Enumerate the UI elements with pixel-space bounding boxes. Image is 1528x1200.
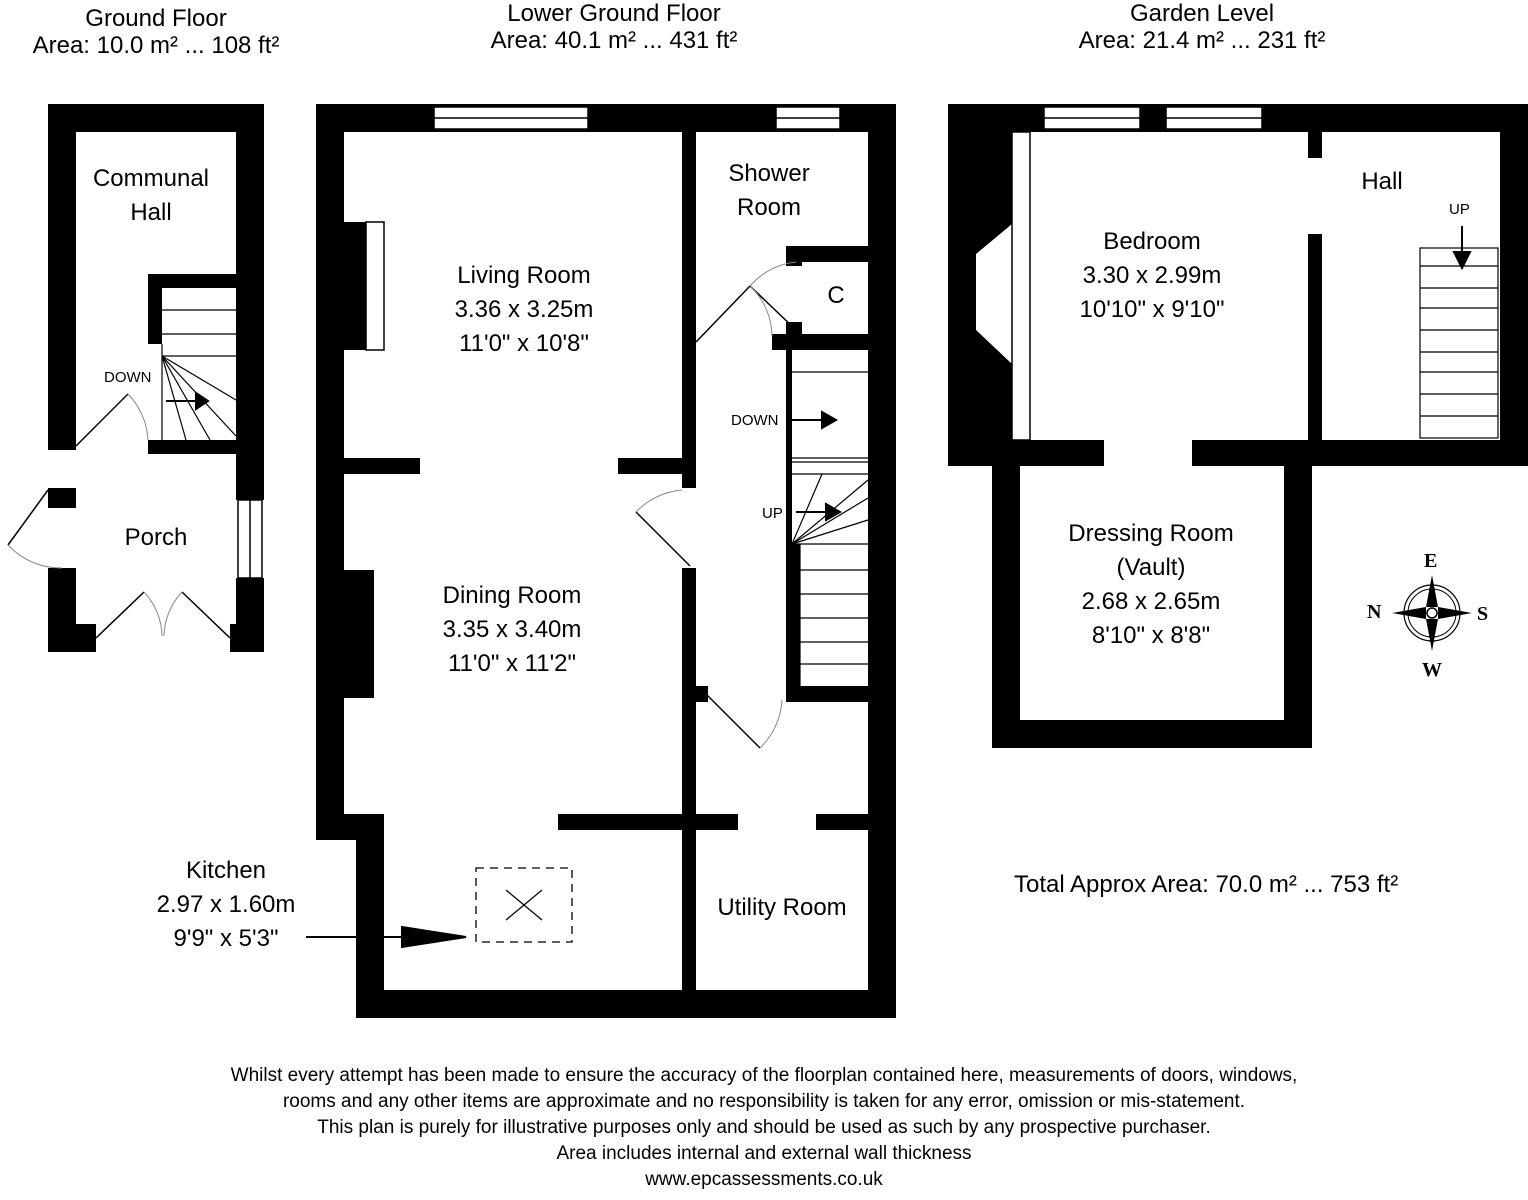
lower-ground-floor-plan [316,104,896,1018]
door [636,490,690,566]
stairs [1420,248,1498,438]
wall [1500,104,1528,466]
wall [948,440,1104,466]
floor-name: Ground Floor [85,5,227,32]
utility-room-label: Utility Room [717,894,847,921]
living-room-label: Living Room 3.36 x 3.25m 11'0" x 10'8" [454,262,594,357]
lower-ground-floor-title [464,0,764,54]
skylight [476,868,572,942]
door [76,394,148,446]
wall [344,458,420,474]
floor-area: Area: 40.1 m² ... 431 ft² [490,27,738,54]
wall [48,104,264,132]
dining-room-label: Dining Room 3.35 x 3.40m 11'0" x 11'2" [442,582,582,677]
total-area: Total Approx Area: 70.0 m² ... 753 ft² [1014,871,1399,898]
wall [316,104,344,840]
garden-level-title [1052,0,1352,54]
compass-south-label: S [1477,603,1489,625]
wall [48,488,76,508]
door [696,262,796,342]
disclaimer-line: Whilst every attempt has been made to ensure the accuracy of the floorplan contained here, measurements of doors, windows, [230,1065,1298,1086]
wall [148,274,162,344]
website-link[interactable]: www.epcassessments.co.uk [645,1169,883,1190]
lower-stairs-up-label: UP [762,505,783,522]
ground-floor-title [10,5,302,59]
lower-stairs-down-label: DOWN [731,412,779,429]
floor-name: Garden Level [1129,0,1275,27]
floor-area: Area: 10.0 m² ... 108 ft² [32,32,280,59]
wall [356,814,384,1018]
stair-arrow [792,412,840,520]
wall [356,990,896,1018]
compass-east-label: E [1424,550,1438,572]
wall [1284,440,1312,748]
communal-hall-label: Communal Hall [92,165,210,226]
stair-arrow [1454,226,1470,268]
door [704,692,782,748]
compass-rose [1392,575,1472,651]
hall-label: Hall [1361,168,1403,195]
disclaimer-line: rooms and any other items are approximate and no responsibility is taken for any error, omission or mis-statement. [282,1091,1246,1112]
bedroom-label: Bedroom 3.30 x 2.99m 10'10" x 9'10" [1079,228,1225,323]
ground-stairs-down-label: DOWN [104,369,152,386]
fireplace-hearth [1012,132,1030,440]
wall [1308,132,1322,158]
compass-west-label: W [1422,659,1442,681]
wall [786,544,800,686]
wall [48,624,96,652]
wall [558,814,738,830]
wall [816,814,868,830]
chimney-breast [344,570,374,698]
wall [868,104,896,1018]
wall [786,686,868,702]
wall [618,458,682,474]
cupboard-label: C [827,282,845,309]
wall [682,568,696,992]
compass-north-label: N [1367,601,1382,623]
stair-arrow [166,393,208,409]
kitchen-label: Kitchen 2.97 x 1.60m 9'9" x 5'3" [156,857,296,952]
wall [992,440,1020,748]
wall [148,440,264,454]
disclaimer [0,1063,1528,1193]
stairs [162,310,236,440]
wall [1192,440,1528,466]
disclaimer-line: Area includes internal and external wall thickness [556,1143,972,1164]
wall [682,104,696,488]
shower-room-label: Shower Room [728,160,810,221]
wall [1308,234,1322,466]
chimney-breast [948,104,1012,466]
wall [48,104,76,450]
disclaimer-line: This plan is purely for illustrative purposes only and should be used as such by any prospective purchaser. [317,1117,1211,1138]
double-door [96,592,230,638]
chimney-breast [344,222,366,350]
garden-level-plan [948,104,1528,748]
porch-label: Porch [124,524,188,551]
wall [772,334,868,350]
dressing-room-label: Dressing Room (Vault) 2.68 x 2.65m 8'10" x 8'8" [1068,520,1234,649]
kitchen-pointer-arrow [306,927,466,947]
floor-name: Lower Ground Floor [507,0,721,27]
garden-stairs-up-label: UP [1449,201,1470,218]
floor-area: Area: 21.4 m² ... 231 ft² [1078,27,1326,54]
fireplace-hearth [366,222,384,350]
wall [236,578,264,652]
wall [992,720,1312,748]
